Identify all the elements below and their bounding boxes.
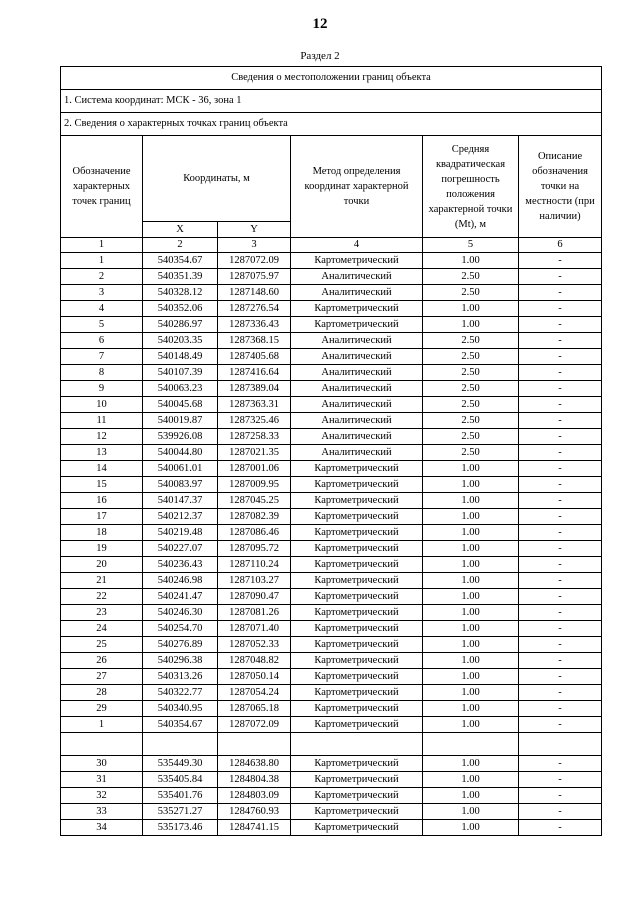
description: - bbox=[519, 253, 602, 269]
error: 1.00 bbox=[423, 461, 519, 477]
point-number: 33 bbox=[61, 804, 143, 820]
table-row bbox=[61, 669, 602, 685]
coord-y: 1287045.25 bbox=[218, 493, 291, 509]
description: - bbox=[519, 653, 602, 669]
coord-y: 1287389.04 bbox=[218, 381, 291, 397]
group-separator bbox=[61, 733, 602, 756]
method: Картометрический bbox=[291, 637, 423, 653]
point-number: 13 bbox=[61, 445, 143, 461]
table-row bbox=[61, 477, 602, 493]
point-number: 12 bbox=[61, 429, 143, 445]
description: - bbox=[519, 621, 602, 637]
coord-y: 1284804.38 bbox=[218, 772, 291, 788]
table-row bbox=[61, 637, 602, 653]
description: - bbox=[519, 429, 602, 445]
point-number: 18 bbox=[61, 525, 143, 541]
coord-y: 1287086.46 bbox=[218, 525, 291, 541]
table-row bbox=[61, 413, 602, 429]
description: - bbox=[519, 605, 602, 621]
error: 1.00 bbox=[423, 637, 519, 653]
column-number: 4 bbox=[291, 238, 423, 253]
coord-x: 540351.39 bbox=[143, 269, 218, 285]
coord-y: 1287095.72 bbox=[218, 541, 291, 557]
coord-x: 540061.01 bbox=[143, 461, 218, 477]
error: 1.00 bbox=[423, 557, 519, 573]
description: - bbox=[519, 573, 602, 589]
table-row bbox=[61, 509, 602, 525]
coord-x: 535401.76 bbox=[143, 788, 218, 804]
error: 1.00 bbox=[423, 653, 519, 669]
column-number: 1 bbox=[61, 238, 143, 253]
coord-y: 1287075.97 bbox=[218, 269, 291, 285]
point-number: 22 bbox=[61, 589, 143, 605]
description: - bbox=[519, 685, 602, 701]
coord-y: 1287363.31 bbox=[218, 397, 291, 413]
error: 1.00 bbox=[423, 317, 519, 333]
point-number: 34 bbox=[61, 820, 143, 836]
description: - bbox=[519, 804, 602, 820]
description: - bbox=[519, 333, 602, 349]
table-row bbox=[61, 557, 602, 573]
error: 1.00 bbox=[423, 717, 519, 733]
error: 1.00 bbox=[423, 573, 519, 589]
method: Картометрический bbox=[291, 509, 423, 525]
point-number: 11 bbox=[61, 413, 143, 429]
header-designation: Обозначение характерных точек границ bbox=[61, 136, 143, 238]
description: - bbox=[519, 365, 602, 381]
description: - bbox=[519, 820, 602, 836]
method: Картометрический bbox=[291, 685, 423, 701]
point-number: 4 bbox=[61, 301, 143, 317]
method: Картометрический bbox=[291, 477, 423, 493]
error: 1.00 bbox=[423, 621, 519, 637]
table-row bbox=[61, 349, 602, 365]
method: Картометрический bbox=[291, 573, 423, 589]
description: - bbox=[519, 285, 602, 301]
point-number: 29 bbox=[61, 701, 143, 717]
point-number: 20 bbox=[61, 557, 143, 573]
method: Аналитический bbox=[291, 365, 423, 381]
point-number: 2 bbox=[61, 269, 143, 285]
description: - bbox=[519, 301, 602, 317]
point-number: 3 bbox=[61, 285, 143, 301]
blank-row bbox=[61, 733, 602, 756]
coord-y: 1284741.15 bbox=[218, 820, 291, 836]
error: 2.50 bbox=[423, 429, 519, 445]
coord-y: 1287081.26 bbox=[218, 605, 291, 621]
error: 2.50 bbox=[423, 381, 519, 397]
coord-x: 540044.80 bbox=[143, 445, 218, 461]
coord-x: 540286.97 bbox=[143, 317, 218, 333]
coord-y: 1284760.93 bbox=[218, 804, 291, 820]
coord-x: 540354.67 bbox=[143, 717, 218, 733]
point-number: 25 bbox=[61, 637, 143, 653]
coord-x: 540063.23 bbox=[143, 381, 218, 397]
table-row bbox=[61, 525, 602, 541]
points-title: 2. Сведения о характерных точках границ объекта bbox=[61, 113, 602, 136]
method: Картометрический bbox=[291, 525, 423, 541]
header-coords: Координаты, м bbox=[143, 136, 291, 222]
description: - bbox=[519, 317, 602, 333]
point-number: 31 bbox=[61, 772, 143, 788]
method: Картометрический bbox=[291, 605, 423, 621]
table-header bbox=[61, 67, 602, 253]
error: 1.00 bbox=[423, 253, 519, 269]
coord-x: 540276.89 bbox=[143, 637, 218, 653]
description: - bbox=[519, 669, 602, 685]
coord-y: 1287368.15 bbox=[218, 333, 291, 349]
point-number: 24 bbox=[61, 621, 143, 637]
coord-y: 1287258.33 bbox=[218, 429, 291, 445]
error: 2.50 bbox=[423, 445, 519, 461]
column-numbers-row bbox=[61, 238, 602, 253]
point-number: 17 bbox=[61, 509, 143, 525]
table-row bbox=[61, 269, 602, 285]
header-y: Y bbox=[218, 222, 291, 238]
table-row bbox=[61, 772, 602, 788]
method: Аналитический bbox=[291, 445, 423, 461]
coord-x: 540019.87 bbox=[143, 413, 218, 429]
point-number: 16 bbox=[61, 493, 143, 509]
column-number: 2 bbox=[143, 238, 218, 253]
coordinate-system: 1. Система координат: МСК - 36, зона 1 bbox=[61, 90, 602, 113]
points-group-1 bbox=[61, 253, 602, 733]
error: 1.00 bbox=[423, 820, 519, 836]
coord-x: 540241.47 bbox=[143, 589, 218, 605]
description: - bbox=[519, 493, 602, 509]
description: - bbox=[519, 772, 602, 788]
table-row bbox=[61, 317, 602, 333]
error: 1.00 bbox=[423, 756, 519, 772]
coord-y: 1287336.43 bbox=[218, 317, 291, 333]
error: 1.00 bbox=[423, 804, 519, 820]
error: 2.50 bbox=[423, 333, 519, 349]
method: Аналитический bbox=[291, 429, 423, 445]
point-number: 9 bbox=[61, 381, 143, 397]
description: - bbox=[519, 397, 602, 413]
table-row bbox=[61, 285, 602, 301]
coord-x: 540227.07 bbox=[143, 541, 218, 557]
coord-x: 535173.46 bbox=[143, 820, 218, 836]
point-number: 1 bbox=[61, 253, 143, 269]
column-number: 5 bbox=[423, 238, 519, 253]
description: - bbox=[519, 269, 602, 285]
method: Аналитический bbox=[291, 285, 423, 301]
table-row bbox=[61, 685, 602, 701]
error: 1.00 bbox=[423, 605, 519, 621]
coord-y: 1287148.60 bbox=[218, 285, 291, 301]
coord-x: 540045.68 bbox=[143, 397, 218, 413]
coord-y: 1287052.33 bbox=[218, 637, 291, 653]
description: - bbox=[519, 701, 602, 717]
method: Аналитический bbox=[291, 381, 423, 397]
table-row bbox=[61, 756, 602, 772]
error: 1.00 bbox=[423, 772, 519, 788]
coord-y: 1284803.09 bbox=[218, 788, 291, 804]
coord-x: 540352.06 bbox=[143, 301, 218, 317]
point-number: 32 bbox=[61, 788, 143, 804]
table-title: Сведения о местоположении границ объекта bbox=[61, 67, 602, 90]
coord-y: 1287065.18 bbox=[218, 701, 291, 717]
table-row bbox=[61, 445, 602, 461]
error: 1.00 bbox=[423, 509, 519, 525]
table-row bbox=[61, 621, 602, 637]
point-number: 19 bbox=[61, 541, 143, 557]
point-number: 10 bbox=[61, 397, 143, 413]
header-description: Описание обозначения точки на местности (при наличии) bbox=[519, 136, 602, 238]
table-row bbox=[61, 717, 602, 733]
coord-y: 1287090.47 bbox=[218, 589, 291, 605]
coord-x: 540147.37 bbox=[143, 493, 218, 509]
error: 2.50 bbox=[423, 285, 519, 301]
method: Аналитический bbox=[291, 333, 423, 349]
table-row bbox=[61, 653, 602, 669]
method: Картометрический bbox=[291, 701, 423, 717]
table-row bbox=[61, 301, 602, 317]
coord-x: 540219.48 bbox=[143, 525, 218, 541]
description: - bbox=[519, 637, 602, 653]
error: 2.50 bbox=[423, 397, 519, 413]
description: - bbox=[519, 557, 602, 573]
coord-x: 540254.70 bbox=[143, 621, 218, 637]
coord-x: 540203.35 bbox=[143, 333, 218, 349]
method: Картометрический bbox=[291, 589, 423, 605]
description: - bbox=[519, 717, 602, 733]
coord-x: 540328.12 bbox=[143, 285, 218, 301]
error: 2.50 bbox=[423, 413, 519, 429]
table-row bbox=[61, 461, 602, 477]
point-number: 1 bbox=[61, 717, 143, 733]
section-label: Раздел 2 bbox=[300, 50, 340, 62]
coord-x: 540354.67 bbox=[143, 253, 218, 269]
error: 2.50 bbox=[423, 365, 519, 381]
method: Аналитический bbox=[291, 413, 423, 429]
coord-y: 1287001.06 bbox=[218, 461, 291, 477]
method: Аналитический bbox=[291, 269, 423, 285]
table-row bbox=[61, 381, 602, 397]
table-row bbox=[61, 253, 602, 269]
table-row bbox=[61, 333, 602, 349]
point-number: 6 bbox=[61, 333, 143, 349]
description: - bbox=[519, 413, 602, 429]
coord-x: 540322.77 bbox=[143, 685, 218, 701]
table-row bbox=[61, 788, 602, 804]
coord-x: 535271.27 bbox=[143, 804, 218, 820]
description: - bbox=[519, 381, 602, 397]
error: 1.00 bbox=[423, 477, 519, 493]
error: 1.00 bbox=[423, 669, 519, 685]
point-number: 27 bbox=[61, 669, 143, 685]
coord-y: 1287009.95 bbox=[218, 477, 291, 493]
column-number: 6 bbox=[519, 238, 602, 253]
point-number: 26 bbox=[61, 653, 143, 669]
coord-y: 1287416.64 bbox=[218, 365, 291, 381]
method: Картометрический bbox=[291, 653, 423, 669]
table-row bbox=[61, 493, 602, 509]
error: 1.00 bbox=[423, 301, 519, 317]
error: 1.00 bbox=[423, 788, 519, 804]
description: - bbox=[519, 349, 602, 365]
coord-x: 540313.26 bbox=[143, 669, 218, 685]
description: - bbox=[519, 461, 602, 477]
method: Картометрический bbox=[291, 493, 423, 509]
coord-x: 540340.95 bbox=[143, 701, 218, 717]
point-number: 15 bbox=[61, 477, 143, 493]
error: 1.00 bbox=[423, 685, 519, 701]
description: - bbox=[519, 509, 602, 525]
coord-y: 1287072.09 bbox=[218, 253, 291, 269]
coord-x: 540212.37 bbox=[143, 509, 218, 525]
point-number: 8 bbox=[61, 365, 143, 381]
description: - bbox=[519, 788, 602, 804]
coord-y: 1284638.80 bbox=[218, 756, 291, 772]
coord-x: 540236.43 bbox=[143, 557, 218, 573]
method: Картометрический bbox=[291, 804, 423, 820]
error: 1.00 bbox=[423, 525, 519, 541]
table-row bbox=[61, 605, 602, 621]
method: Картометрический bbox=[291, 669, 423, 685]
point-number: 28 bbox=[61, 685, 143, 701]
points-group-2 bbox=[61, 756, 602, 836]
table-row bbox=[61, 573, 602, 589]
table-row bbox=[61, 820, 602, 836]
point-number: 5 bbox=[61, 317, 143, 333]
coord-x: 535405.84 bbox=[143, 772, 218, 788]
coord-x: 540107.39 bbox=[143, 365, 218, 381]
method: Картометрический bbox=[291, 820, 423, 836]
error: 1.00 bbox=[423, 493, 519, 509]
error: 2.50 bbox=[423, 269, 519, 285]
header-x: X bbox=[143, 222, 218, 238]
method: Картометрический bbox=[291, 317, 423, 333]
boundary-points-table bbox=[60, 66, 602, 836]
table-row bbox=[61, 397, 602, 413]
coord-x: 540246.98 bbox=[143, 573, 218, 589]
method: Картометрический bbox=[291, 772, 423, 788]
coord-y: 1287082.39 bbox=[218, 509, 291, 525]
coord-x: 540246.30 bbox=[143, 605, 218, 621]
coord-y: 1287405.68 bbox=[218, 349, 291, 365]
error: 1.00 bbox=[423, 541, 519, 557]
point-number: 21 bbox=[61, 573, 143, 589]
description: - bbox=[519, 589, 602, 605]
table-row bbox=[61, 804, 602, 820]
method: Картометрический bbox=[291, 461, 423, 477]
method: Картометрический bbox=[291, 756, 423, 772]
table-row bbox=[61, 701, 602, 717]
page-number: 12 bbox=[312, 16, 328, 32]
table-row bbox=[61, 541, 602, 557]
table-row bbox=[61, 365, 602, 381]
coord-y: 1287103.27 bbox=[218, 573, 291, 589]
description: - bbox=[519, 445, 602, 461]
coord-y: 1287050.14 bbox=[218, 669, 291, 685]
coord-y: 1287276.54 bbox=[218, 301, 291, 317]
coord-y: 1287110.24 bbox=[218, 557, 291, 573]
column-number: 3 bbox=[218, 238, 291, 253]
point-number: 14 bbox=[61, 461, 143, 477]
description: - bbox=[519, 525, 602, 541]
method: Аналитический bbox=[291, 397, 423, 413]
header-error: Средняя квадратическая погрешность положения характерной точки (Mt), м bbox=[423, 136, 519, 238]
coord-y: 1287325.46 bbox=[218, 413, 291, 429]
error: 2.50 bbox=[423, 349, 519, 365]
description: - bbox=[519, 477, 602, 493]
method: Картометрический bbox=[291, 301, 423, 317]
method: Картометрический bbox=[291, 557, 423, 573]
table-row bbox=[61, 429, 602, 445]
coord-y: 1287054.24 bbox=[218, 685, 291, 701]
coord-x: 540148.49 bbox=[143, 349, 218, 365]
coord-x: 540083.97 bbox=[143, 477, 218, 493]
method: Картометрический bbox=[291, 717, 423, 733]
coord-y: 1287048.82 bbox=[218, 653, 291, 669]
error: 1.00 bbox=[423, 701, 519, 717]
point-number: 23 bbox=[61, 605, 143, 621]
method: Картометрический bbox=[291, 621, 423, 637]
description: - bbox=[519, 541, 602, 557]
coord-y: 1287021.35 bbox=[218, 445, 291, 461]
table-row bbox=[61, 589, 602, 605]
point-number: 7 bbox=[61, 349, 143, 365]
coord-y: 1287071.40 bbox=[218, 621, 291, 637]
method: Картометрический bbox=[291, 541, 423, 557]
point-number: 30 bbox=[61, 756, 143, 772]
method: Картометрический bbox=[291, 253, 423, 269]
coord-x: 540296.38 bbox=[143, 653, 218, 669]
description: - bbox=[519, 756, 602, 772]
method: Аналитический bbox=[291, 349, 423, 365]
error: 1.00 bbox=[423, 589, 519, 605]
method: Картометрический bbox=[291, 788, 423, 804]
coord-x: 539926.08 bbox=[143, 429, 218, 445]
coord-y: 1287072.09 bbox=[218, 717, 291, 733]
header-method: Метод определения координат характерной точки bbox=[291, 136, 423, 238]
coord-x: 535449.30 bbox=[143, 756, 218, 772]
